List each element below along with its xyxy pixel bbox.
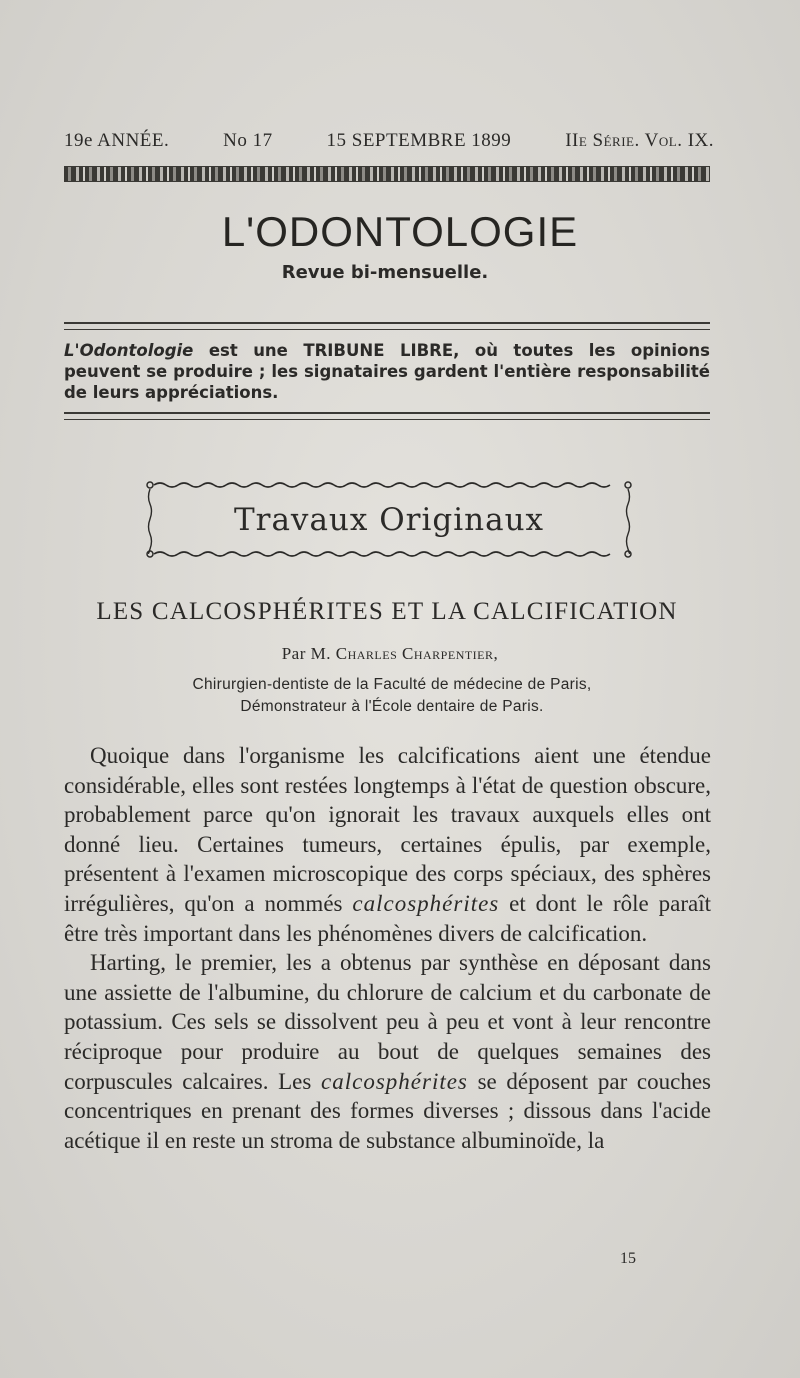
header-annee: 19e ANNÉE. bbox=[64, 130, 170, 151]
header-serie: IIe Série. Vol. IX. bbox=[565, 130, 714, 151]
byline-prefix: Par M. bbox=[281, 644, 331, 663]
affiliation-line-1: Chirurgien-dentiste de la Faculté de médecine de Paris, bbox=[192, 676, 592, 693]
paragraph-1-text-a: Quoique dans l'organisme les calcifications aient une étendue considérable, elles sont restées longtemps à l'état de question obscure, probablement parce qu'on ignorait les travaux auxquels elles ont donné lieu. Certaines tumeurs, certaines épulis, par exemple, présentent à l'examen microscopique des corps spéciaux, des sphères irrégulières, qu'on a nommés bbox=[64, 743, 711, 916]
page-number: 15 bbox=[620, 1250, 636, 1267]
term-calcospherites-2: calcosphérites bbox=[321, 1068, 468, 1094]
article-body bbox=[64, 741, 711, 1155]
tribune-journal-name: L'Odontologie bbox=[64, 341, 194, 360]
rule-top bbox=[64, 322, 710, 330]
rule-bottom bbox=[64, 412, 710, 420]
tribune-notice bbox=[64, 340, 710, 403]
affiliation-line-2: Démonstrateur à l'École dentaire de Paris. bbox=[240, 698, 544, 715]
journal-title: L'ODONTOLOGIE bbox=[221, 208, 579, 255]
section-heading-box bbox=[146, 480, 632, 558]
journal-subtitle: Revue bi-mensuelle. bbox=[281, 262, 489, 283]
paragraph-1 bbox=[64, 741, 711, 948]
author-name: Charles Charpentier, bbox=[335, 644, 499, 663]
header-date: 15 SEPTEMBRE 1899 bbox=[326, 130, 512, 151]
paragraph-1-text-b: et dont le rôle paraît être très important dans les phénomènes divers de calcification. bbox=[64, 890, 711, 946]
term-calcospherites-1: calcosphérites bbox=[352, 890, 500, 916]
header-numero: No 17 bbox=[223, 130, 273, 151]
byline bbox=[0, 644, 780, 664]
running-header bbox=[64, 130, 714, 152]
paragraph-2-text-a: Harting, le premier, les a obtenus par synthèse en déposant dans une assiette de l'albumine, du chlorure de calcium et du carbonate de potassium. Ces sels se dissolvent peu à peu et vont à leur rencontre réciproque pour produire au bout de quelques semaines des corpuscules calcaires. Les bbox=[64, 950, 711, 1094]
paragraph-2 bbox=[64, 948, 711, 1155]
section-title: Travaux Originaux bbox=[233, 502, 545, 538]
article-title: LES CALCOSPHÉRITES ET LA CALCIFICATION bbox=[96, 598, 678, 625]
tribune-text: est une TRIBUNE LIBRE, où toutes les opinions peuvent se produire ; les signataires gardent l'entière responsabilité de leurs appréciations. bbox=[64, 341, 710, 402]
paragraph-2-text-b: se déposent par couches concentriques en prenant des formes diverses ; dissous dans l'acide acétique il en reste un stroma de substance albuminoïde, la bbox=[64, 1068, 711, 1153]
decorative-border bbox=[64, 166, 710, 182]
